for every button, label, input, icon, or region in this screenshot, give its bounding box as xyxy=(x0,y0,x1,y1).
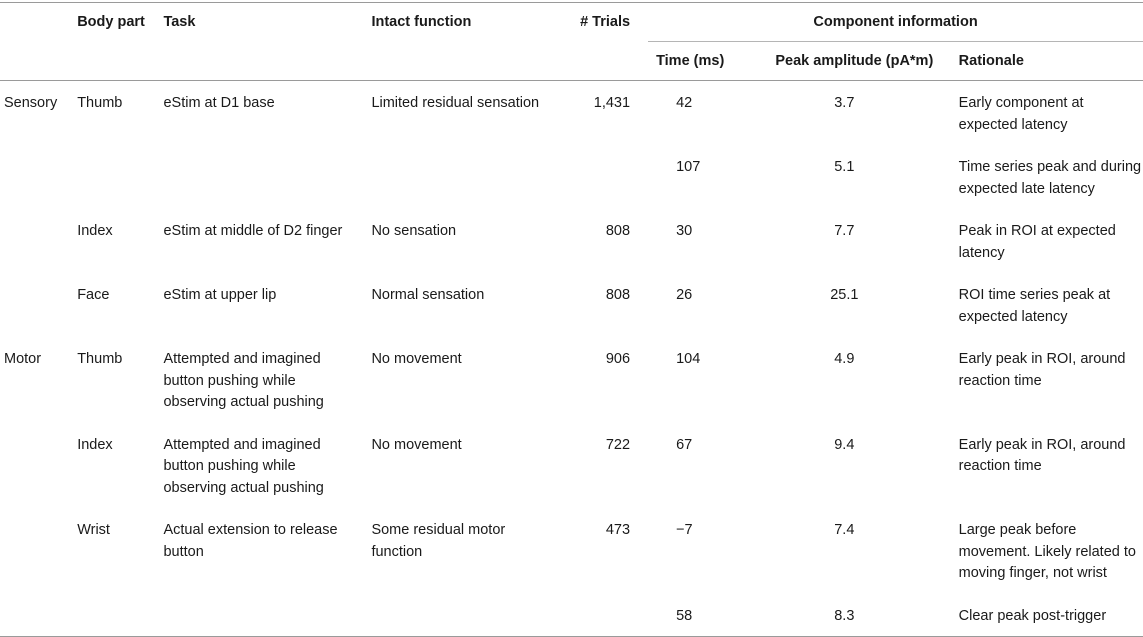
cell-intact: Limited residual sensation xyxy=(371,95,540,111)
table-row xyxy=(0,508,1143,594)
cell-amp: 3.7 xyxy=(834,95,855,111)
table-row xyxy=(0,337,1143,423)
table-body xyxy=(0,81,1143,637)
header-task: Task xyxy=(163,14,196,30)
cell-category xyxy=(0,145,77,209)
cell-time: 104 xyxy=(676,351,701,367)
cell-task: eStim at middle of D2 finger xyxy=(163,223,343,239)
header-body-part: Body part xyxy=(77,14,145,30)
cell-time: 58 xyxy=(676,607,693,624)
cell-category xyxy=(0,508,77,594)
cell-task: Attempted and imagined button pushing while observing actual pushing xyxy=(163,351,324,410)
cell-intact: Normal sensation xyxy=(371,287,485,303)
cell-body-part: Index xyxy=(77,436,113,453)
cell-time: −7 xyxy=(676,522,693,538)
cell-category: Motor xyxy=(4,351,42,367)
header-intact-function: Intact function xyxy=(371,14,472,30)
cell-trials: 808 xyxy=(605,223,631,239)
cell-task xyxy=(163,145,371,209)
cell-body-part: Thumb xyxy=(77,351,123,367)
header-category xyxy=(0,3,77,42)
cell-amp: 7.7 xyxy=(834,223,855,239)
table-row xyxy=(0,423,1143,509)
cell-amp: 8.3 xyxy=(834,607,855,624)
cell-rationale: Early peak in ROI, around reaction time xyxy=(958,351,1126,389)
cell-category xyxy=(0,209,77,273)
cell-trials: 1,431 xyxy=(593,95,631,111)
cell-body-part xyxy=(77,145,163,209)
cell-category xyxy=(0,273,77,337)
cell-rationale: Peak in ROI at expected latency xyxy=(958,223,1116,261)
header-time: Time (ms) xyxy=(656,53,725,69)
header-trials: # Trials xyxy=(580,14,631,30)
header-peak-amplitude: Peak amplitude (pA*m) xyxy=(775,53,934,69)
cell-intact: No movement xyxy=(371,436,462,453)
cell-amp: 25.1 xyxy=(830,287,859,303)
cell-body-part: Face xyxy=(77,287,110,303)
cell-task xyxy=(163,594,371,637)
table-row xyxy=(0,209,1143,273)
cell-intact: No movement xyxy=(371,351,462,367)
cell-time: 67 xyxy=(676,436,693,453)
header-rationale: Rationale xyxy=(958,53,1024,69)
cell-time: 42 xyxy=(676,95,693,111)
table-row xyxy=(0,273,1143,337)
cell-body-part: Thumb xyxy=(77,95,123,111)
cell-trials: 473 xyxy=(605,522,631,538)
cell-amp: 4.9 xyxy=(834,351,855,367)
cell-time: 107 xyxy=(676,159,701,175)
cell-intact: No sensation xyxy=(371,223,457,239)
table-row xyxy=(0,145,1143,209)
cell-task: Attempted and imagined button pushing while observing actual pushing xyxy=(163,436,324,496)
table-row xyxy=(0,594,1143,637)
cell-intact: Some residual motor function xyxy=(371,522,506,560)
cell-time: 26 xyxy=(676,287,693,303)
cell-trials xyxy=(560,145,648,209)
cell-body-part xyxy=(77,594,163,637)
header-component-information: Component information xyxy=(648,3,1143,42)
cell-amp: 7.4 xyxy=(834,522,855,538)
cell-task: Actual extension to release button xyxy=(163,522,338,560)
cell-intact xyxy=(371,594,559,637)
cell-amp: 9.4 xyxy=(834,436,855,453)
cell-rationale: Clear peak post-trigger xyxy=(958,607,1107,624)
cell-rationale: Early peak in ROI, around reaction time xyxy=(958,436,1126,474)
cell-rationale: Time series peak and during expected late latency xyxy=(958,159,1142,197)
cell-task: eStim at D1 base xyxy=(163,95,275,111)
cell-trials: 722 xyxy=(605,436,631,453)
cell-body-part: Wrist xyxy=(77,522,110,538)
cell-time: 30 xyxy=(676,223,693,239)
cell-category xyxy=(0,594,77,637)
cell-rationale: Early component at expected latency xyxy=(958,95,1084,133)
cell-trials: 808 xyxy=(605,287,631,303)
cell-rationale: ROI time series peak at expected latency xyxy=(958,287,1111,325)
cell-amp: 5.1 xyxy=(834,159,855,175)
cell-category: Sensory xyxy=(4,95,58,111)
cell-trials: 906 xyxy=(605,351,631,367)
component-table xyxy=(0,2,1143,637)
cell-rationale: Large peak before movement. Likely related to moving finger, not wrist xyxy=(958,522,1136,581)
cell-category xyxy=(0,423,77,509)
cell-body-part: Index xyxy=(77,223,113,239)
cell-task: eStim at upper lip xyxy=(163,287,277,303)
table-row xyxy=(0,81,1143,146)
cell-trials xyxy=(560,594,648,637)
cell-intact xyxy=(371,145,559,209)
